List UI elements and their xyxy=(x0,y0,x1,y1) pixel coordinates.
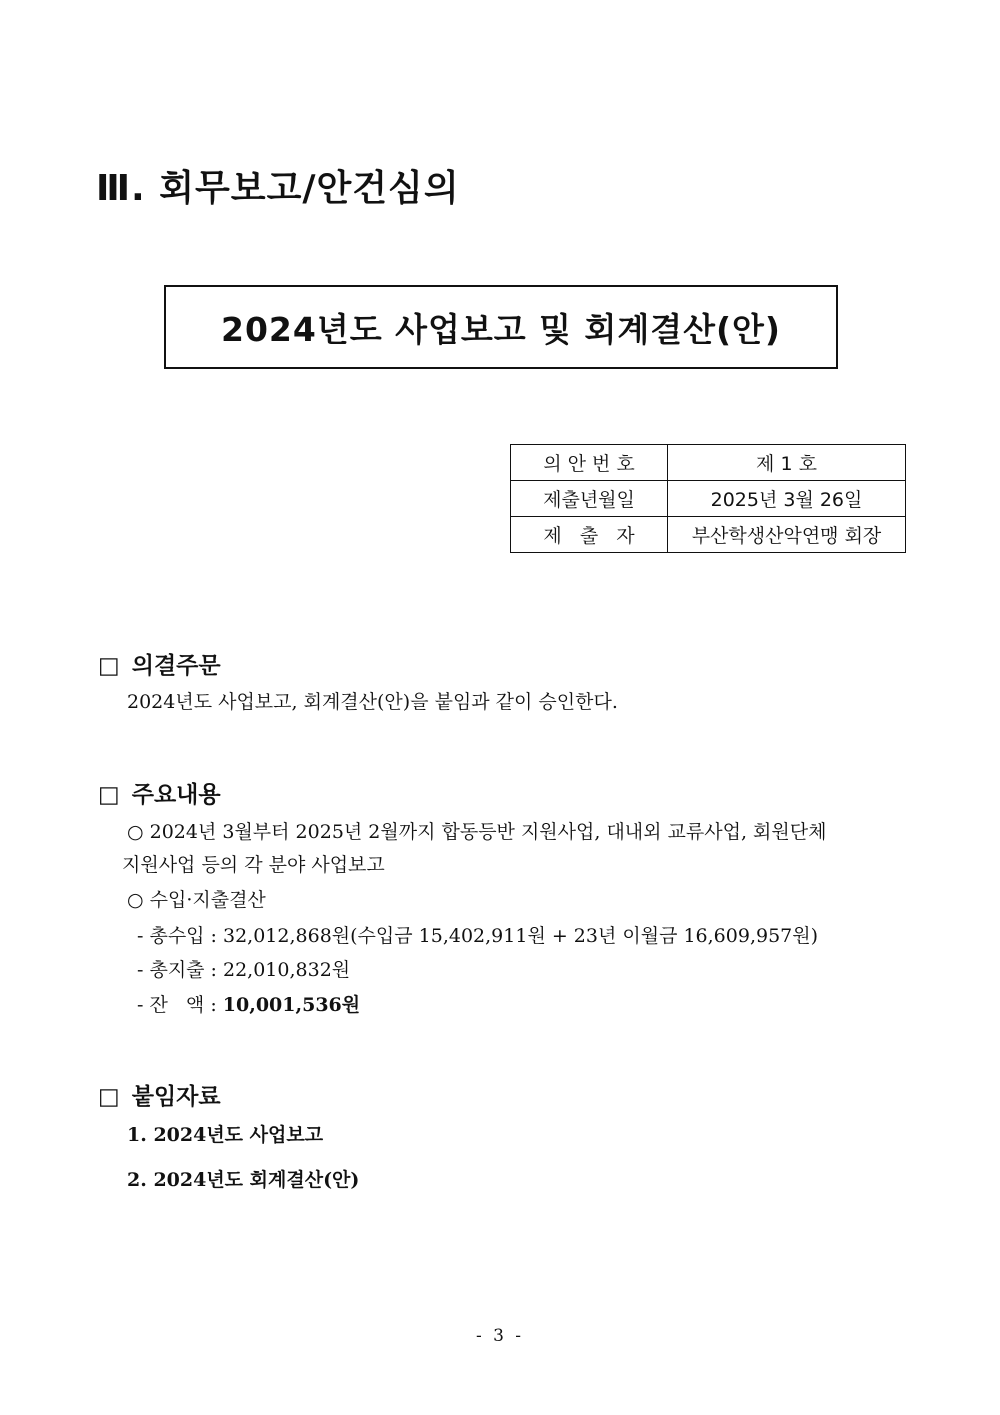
agenda-number-value: 제 1 호 xyxy=(668,445,906,481)
agenda-number-label: 의 안 번 호 xyxy=(511,445,668,481)
document-title: 2024년도 사업보고 및 회계결산(안) xyxy=(220,309,781,349)
total-expense-line: - 총지출 : 22,010,832원 xyxy=(137,959,351,981)
submission-date-value: 2025년 3월 26일 xyxy=(668,481,906,517)
total-income-line: - 총수입 : 32,012,868원(수입금 15,402,911원 + 23년 이월금 16,609,957원) xyxy=(137,925,819,947)
agenda-info-table xyxy=(510,444,906,553)
table-row xyxy=(511,481,906,517)
attachments-heading xyxy=(98,1078,221,1111)
main-content-heading xyxy=(98,776,221,809)
main-content-heading-text: 주요내용 xyxy=(131,782,221,808)
balance-value: 10,001,536원 xyxy=(222,994,361,1016)
submitter-label: 제 출 자 xyxy=(511,517,668,553)
attachment-item-2: 2. 2024년도 회계결산(안) xyxy=(127,1169,360,1191)
checkbox-square-icon: □ xyxy=(98,782,120,808)
submitter-value: 부산학생산악연맹 회장 xyxy=(668,517,906,553)
submission-date-label: 제출년월일 xyxy=(511,481,668,517)
main-content-bullet2: ○ 수입·지출결산 xyxy=(127,889,266,911)
table-row xyxy=(511,445,906,481)
resolution-text: 2024년도 사업보고, 회계결산(안)을 붙임과 같이 승인한다. xyxy=(127,691,618,713)
attachment-item-1: 1. 2024년도 사업보고 xyxy=(127,1124,324,1146)
document-title-box xyxy=(164,285,838,369)
checkbox-square-icon: □ xyxy=(98,1084,120,1110)
table-row xyxy=(511,517,906,553)
resolution-heading-text: 의결주문 xyxy=(131,653,221,679)
resolution-heading xyxy=(98,647,221,680)
checkbox-square-icon: □ xyxy=(98,653,120,679)
attachments-heading-text: 붙임자료 xyxy=(131,1084,221,1110)
balance-label: - 잔 액 : xyxy=(137,994,223,1016)
balance-line xyxy=(137,990,360,1017)
main-content-bullet1-line2: 지원사업 등의 각 분야 사업보고 xyxy=(122,854,385,876)
page-number: - 3 - xyxy=(475,1326,525,1346)
section-heading: Ⅲ. 회무보고/안건심의 xyxy=(96,168,460,209)
main-content-bullet1-line1: ○ 2024년 3월부터 2025년 2월까지 합동등반 지원사업, 대내외 교류사업, 회원단체 xyxy=(127,821,827,843)
